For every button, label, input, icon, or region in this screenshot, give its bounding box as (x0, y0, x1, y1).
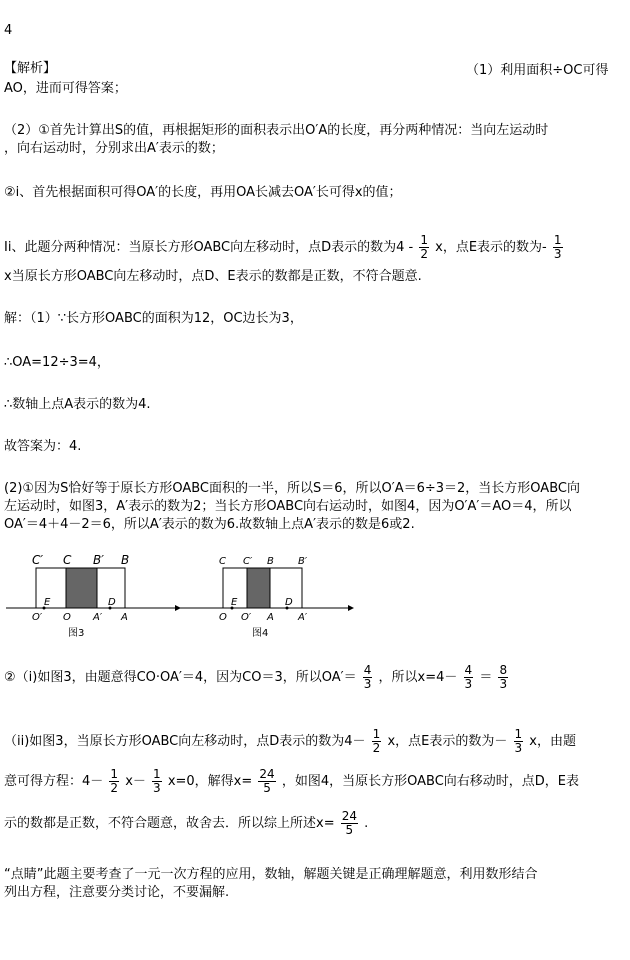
solution-line2: ∴OA=12÷3=4， (4, 355, 110, 370)
fig4-label-c: C (219, 556, 226, 567)
fig4-label-c-prime: C′ (243, 556, 253, 567)
part2-line1: (2)①因为S恰好等于原长方形OABC面积的一半，所以S＝6，所以O′A＝6÷3＝2，当长方形OABC向 (4, 481, 580, 496)
fig4-label-a-prime: A′ (298, 612, 308, 623)
fig4-axis-arrow (348, 605, 354, 611)
fraction-e: $\frac{24}{5}$ (259, 767, 275, 795)
fraction-four-thirds-2: $\frac{4}{3}$ (464, 663, 473, 691)
fraction-eight-thirds: $\frac{8}{3}$ (499, 663, 508, 691)
part2ii-text-1c: x，由题 (529, 734, 576, 749)
answer-line: 故答案为：4. (4, 439, 82, 454)
part2i-line (4, 664, 510, 691)
fig3-overlap-shaded (66, 568, 97, 608)
intro-line-right: （1）利用面积÷OC可得 (466, 63, 609, 78)
fig4-label-b: B (267, 556, 274, 567)
fig3-label-o-prime: O′ (32, 612, 43, 623)
part2i-text-b: ，所以x=4－ (378, 670, 458, 685)
part2ii-text-2b: x－ (125, 774, 146, 789)
part2ii-text-2a: 意可得方程：4－ (4, 774, 104, 789)
part2ii-text-3b: . (364, 816, 369, 831)
fig3-label-b: B (121, 553, 130, 567)
part2ii-text-2c: x=0，解得x= (167, 774, 253, 789)
part2ii-line2 (4, 768, 579, 795)
hint4-text-b: x，点E表示的数为- (435, 240, 547, 255)
fig4-label-o-prime: O′ (241, 612, 252, 623)
fig3-label-b-prime: B′ (93, 553, 104, 567)
fraction-f: $\frac{24}{5}$ (341, 809, 358, 837)
part2-line3: OA′＝4＋4－2＝6，所以A′表示的数为6.故数轴上点A′表示的数是6或2. (4, 517, 415, 532)
part2i-text-c: ＝ (479, 670, 493, 685)
fraction-c: $\frac{1}{2}$ (110, 767, 119, 795)
figure-4 (180, 556, 354, 639)
fig4-label-e: E (231, 597, 238, 608)
part2-line2: 左运动时，如图3，A′表示的数为2；当长方形OABC向右运动时，如图4，因为O′A′＝AO＝4，所以 (4, 499, 572, 514)
hint2-line1: （2）①首先计算出S的值，再根据矩形的面积表示出O′A的长度，再分两种情况：当向左运动时 (4, 123, 549, 138)
part2i-text-a: ②（i)如图3，由题意得CO·OA′＝4，因为CO＝3，所以OA′＝ (4, 670, 357, 685)
fraction-one-third: $\frac{1}{3}$ (553, 233, 562, 261)
solution-line1: 解：（1）∵长方形OABC的面积为12，OC边长为3， (4, 311, 303, 326)
fig3-caption: 图3 (68, 628, 85, 639)
fig4-caption: 图4 (252, 628, 269, 639)
fig3-label-a: A (121, 612, 128, 623)
solution-line3: ∴数轴上点A表示的数为4. (4, 397, 151, 412)
number-line-figures (0, 550, 630, 650)
fig3-label-d: D (108, 597, 116, 608)
fraction-one-half: $\frac{1}{2}$ (420, 233, 428, 261)
figure-3 (6, 553, 181, 639)
comment-line2: 列出方程，注意要分类讨论，不要漏解. (4, 885, 230, 900)
fig3-label-c: C (63, 553, 72, 567)
part2ii-text-2d: ，如图4，当原长方形OABC向右移动时，点D，E表 (281, 774, 580, 789)
fraction-four-thirds: $\frac{4}{3}$ (363, 663, 372, 691)
solution-heading: 【解析】 (4, 61, 57, 76)
fig3-label-o: O (63, 612, 71, 623)
part2ii-text-1a: （ii)如图3，当原长方形OABC向左移动时，点D表示的数为4－ (4, 734, 366, 749)
part2ii-line1 (4, 728, 576, 755)
fig3-label-c-prime: C′ (32, 553, 44, 567)
fig4-label-b-prime: B′ (298, 556, 308, 567)
fig3-label-e: E (44, 597, 51, 608)
hint2-line2: ，向右运动时，分别求出A′表示的数； (4, 141, 224, 156)
hint4-line2: x当原长方形OABC向左移动时，点D、E表示的数都是正数，不符合题意. (4, 269, 422, 284)
part2ii-text-3a: 示的数都是正数，不符合题意，故舍去．所以综上所述x= (4, 816, 335, 831)
intro-line-left: AO，进而可得答案； (4, 81, 127, 96)
comment-line1: “点睛”此题主要考查了一元一次方程的应用，数轴，解题关键是正确理解题意，利用数形结合 (4, 867, 538, 882)
part2ii-line3 (4, 810, 368, 837)
fig3-label-a-prime: A′ (93, 612, 103, 623)
fig4-overlap-shaded (247, 568, 270, 608)
hint4-text-a: Ii、此题分两种情况：当原长方形OABC向左移动时，点D表示的数为4 - (4, 240, 414, 255)
fraction-d: $\frac{1}{3}$ (153, 767, 161, 795)
hint4-line1 (4, 234, 565, 261)
page-number: 4 (4, 23, 13, 38)
fig4-label-a: A (267, 612, 274, 623)
fraction-b: $\frac{1}{3}$ (514, 727, 523, 755)
fraction-a: $\frac{1}{2}$ (372, 727, 381, 755)
part2ii-text-1b: x，点E表示的数为－ (387, 734, 508, 749)
hint3-line: ②i、首先根据面积可得OA′的长度，再用OA长减去OA′长可得x的值； (4, 185, 402, 200)
fig4-label-o: O (219, 612, 227, 623)
fig4-label-d: D (285, 597, 293, 608)
